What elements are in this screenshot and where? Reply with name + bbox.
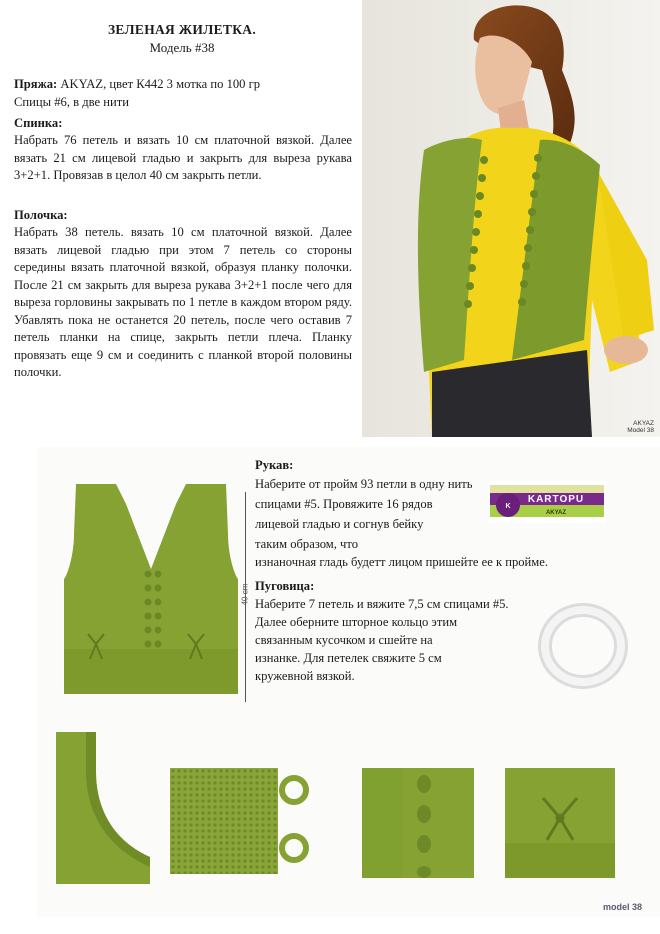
button-heading: Пуговица: xyxy=(255,579,315,593)
photo-caption-brand: AKYAZ xyxy=(633,420,654,427)
button-line: кружевной вязкой. xyxy=(255,669,355,683)
page-footer: model 38 xyxy=(602,902,642,912)
sleeve-line: спицами #5. Провяжите 16 рядов xyxy=(255,497,433,511)
pattern-title: ЗЕЛЕНАЯ ЖИЛЕТКА. xyxy=(107,22,257,37)
logo-sub: AKYAZ xyxy=(545,510,567,516)
flat-vest-image xyxy=(56,474,246,704)
photo-caption-model: Model 38 xyxy=(627,427,654,434)
sleeve-line: лицевой гладью и согнув бейку xyxy=(255,517,424,531)
model-photo xyxy=(362,0,660,437)
curtain-ring-image xyxy=(537,600,629,690)
sleeve-line: изнаночная гладь будетт лицом пришейте ее к пройме. xyxy=(255,555,549,569)
kartopu-logo xyxy=(488,481,606,523)
yarn-info xyxy=(14,76,352,94)
bow-swatch xyxy=(505,768,615,878)
needles-info: Спицы #6, в две нити xyxy=(14,95,129,109)
back-heading: Спинка: xyxy=(14,116,63,130)
button-line: Далее оберните шторное кольцо этим xyxy=(255,615,458,629)
svg-text:K: K xyxy=(505,503,511,510)
photo-caption xyxy=(627,420,654,434)
button-line: Наберите 7 петель и вяжите 7,5 см спицами #5. xyxy=(255,597,509,611)
back-instructions: Набрать 76 петель и вязать 10 см платочной вязкой. Далее вязать 21 см лицевой гладью и закрыть для выреза рукава 3+2+1. Провязав в целол 40 см закрыть петли. xyxy=(14,133,352,182)
model-number: Модель #38 xyxy=(149,40,215,55)
logo-brand: KARTOPU xyxy=(527,494,585,505)
garter-swatch-with-loops xyxy=(170,768,318,874)
button-line: изнанке. Для петелек свяжите 5 см xyxy=(255,651,442,665)
measurement-label: 40 cm xyxy=(240,583,250,606)
bobble-swatch xyxy=(362,768,474,878)
sleeve-heading: Рукав: xyxy=(255,458,294,472)
sleeve-line: Наберите от пройм 93 петли в одну нить xyxy=(255,477,473,491)
yarn-label: Пряжа: xyxy=(14,77,58,91)
button-line: связанным кусочком и сшейте на xyxy=(255,633,433,647)
front-instructions: Набрать 38 петель. вязать 10 см платочной вязкой. Далее вязать лицевой гладью при этом 7 петель со стороны середины вязать платочной вязкой, образуя планку полочки. После 21 см закрыть для выреза рукава 3+2+1 после чего для выреза горловины закрывать по 1 петле в каждом втором ряду. Убавлять пока не останется 20 петель, после чего оставив 7 петель планки на спице, закрыть петли плеча. Планку провязать еще 9 см и соединить с планкой второй половины полочки. xyxy=(14,225,352,379)
yarn-text: AKYAZ, цвет К442 3 мотка по 100 гр xyxy=(60,77,261,91)
armhole-detail-image xyxy=(56,732,150,884)
sleeve-line: таким образом, что xyxy=(255,537,359,551)
front-heading: Полочка: xyxy=(14,208,68,222)
